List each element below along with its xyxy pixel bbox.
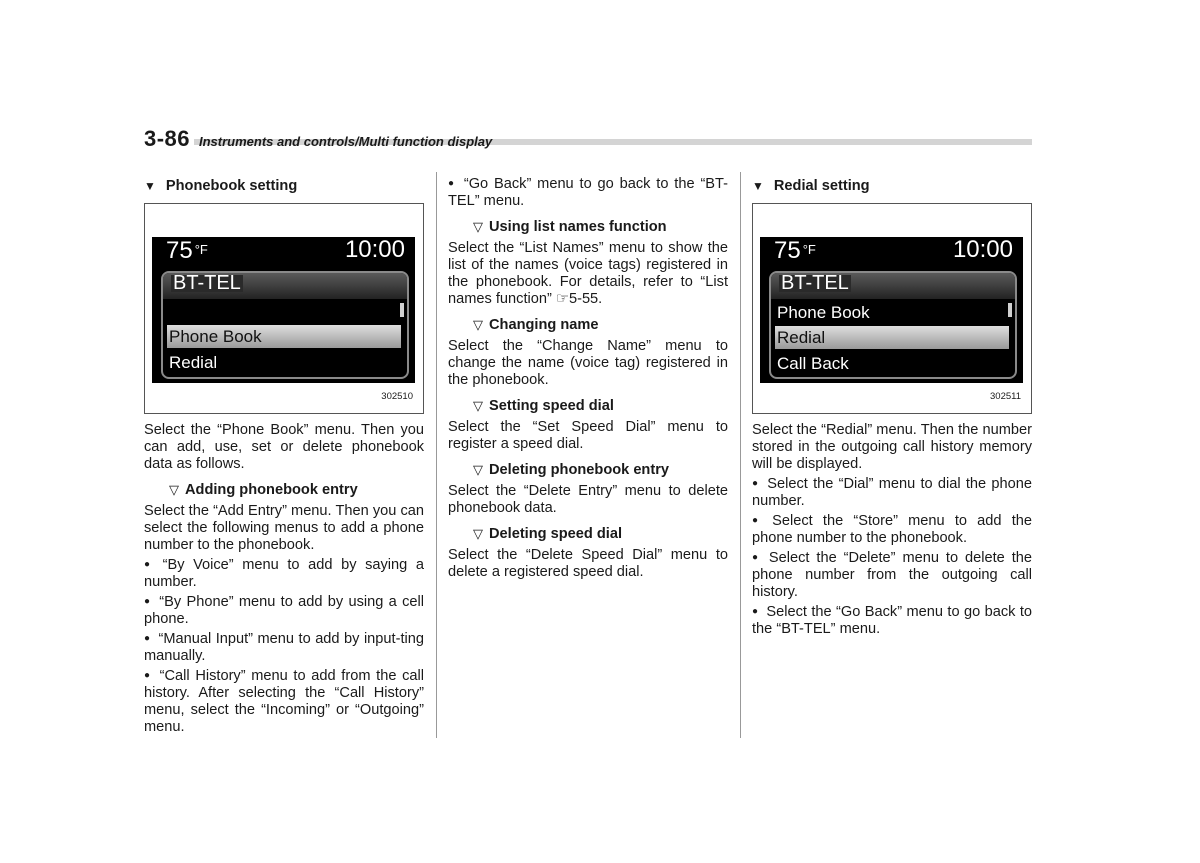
paragraph: Select the “Redial” menu. Then the number stored in the outgoing call history memory will be displayed. — [752, 422, 1032, 472]
outline-triangle-icon: ▽ — [473, 398, 483, 413]
display-screen — [760, 237, 1023, 383]
scroll-indicator — [400, 303, 404, 317]
screen-clock: 10:00 — [952, 236, 1013, 263]
paragraph: Select the “Change Name” menu to change the name (voice tag) registered in the phonebook. — [448, 338, 728, 388]
screen-menu-panel — [161, 271, 409, 379]
bullet-item: ● Select the “Go Back” menu to go back to the “BT-TEL” menu. — [752, 604, 1032, 637]
outline-triangle-icon: ▽ — [473, 219, 483, 234]
paragraph: Select the “List Names” menu to show the list of the names (voice tags) registered in the phonebook. For details, refer to “List names function” ☞5-55. — [448, 240, 728, 307]
bullet-item: ● “By Voice” menu to add by saying a number. — [144, 557, 424, 590]
screen-temperature: 75 °F — [774, 237, 816, 264]
bullet-icon: ● — [144, 596, 152, 607]
subheading-changing-name: ▽ Changing name — [473, 317, 599, 333]
column-divider — [740, 172, 741, 738]
bullet-icon: ● — [144, 633, 151, 644]
bullet-item: ● “By Phone” menu to add by using a cell phone. — [144, 594, 424, 627]
bullet-icon: ● — [144, 559, 155, 570]
figure-id: 302511 — [990, 391, 1021, 402]
outline-triangle-icon: ▽ — [473, 462, 483, 477]
menu-item-phone-book: Phone Book — [167, 325, 401, 348]
down-triangle-icon: ▼ — [752, 179, 764, 193]
paragraph: Select the “Delete Entry” menu to delete phonebook data. — [448, 483, 728, 516]
bullet-item: ● Select the “Dial” menu to dial the phone number. — [752, 476, 1032, 509]
subheading-deleting-entry: ▽ Deleting phonebook entry — [473, 462, 669, 478]
menu-title: BT-TEL — [173, 272, 241, 294]
paragraph: Select the “Phone Book” menu. Then you can add, use, set or delete phonebook data as follows. — [144, 422, 424, 472]
menu-title: BT-TEL — [781, 272, 849, 294]
bullet-item: ● Select the “Delete” menu to delete the phone number from the outgoing call history. — [752, 550, 1032, 600]
paragraph: Select the “Add Entry” menu. Then you can select the following menus to add a phone number to the phonebook. — [144, 503, 424, 553]
outline-triangle-icon: ▽ — [473, 526, 483, 541]
subheading-adding-entry: ▽ Adding phonebook entry — [169, 482, 358, 498]
column-left — [144, 175, 424, 738]
bullet-icon: ● — [752, 515, 765, 526]
paragraph: Select the “Set Speed Dial” menu to register a speed dial. — [448, 419, 728, 452]
subheading-list-names: ▽ Using list names function — [473, 219, 667, 235]
page-number: 3-86 — [144, 126, 191, 151]
screen-clock: 10:00 — [344, 236, 405, 263]
down-triangle-icon: ▼ — [144, 179, 156, 193]
menu-item-phone-book: Phone Book — [777, 303, 870, 322]
outline-triangle-icon: ▽ — [473, 317, 483, 332]
menu-item-redial: Redial — [775, 326, 1009, 349]
page-header — [144, 126, 1032, 152]
bullet-item: ● “Go Back” menu to go back to the “BT-TEL” menu. — [448, 176, 729, 209]
bullet-item: ● Select the “Store” menu to add the phone number to the phonebook. — [752, 513, 1032, 546]
subheading-speed-dial: ▽ Setting speed dial — [473, 398, 614, 414]
display-screen — [152, 237, 415, 383]
figure-id: 302510 — [381, 391, 413, 402]
subheading-deleting-speed-dial: ▽ Deleting speed dial — [473, 526, 622, 542]
bullet-icon: ● — [752, 552, 761, 563]
bullet-icon: ● — [144, 670, 152, 681]
section-title: Instruments and controls/Multi function display — [199, 134, 493, 149]
outline-triangle-icon: ▽ — [169, 482, 179, 497]
column-middle — [448, 175, 728, 583]
heading-phonebook-setting: ▼ Phonebook setting — [144, 178, 298, 194]
menu-item-redial: Redial — [169, 353, 218, 372]
bullet-icon: ● — [752, 478, 760, 489]
screen-menu-panel — [769, 271, 1017, 379]
figure-phonebook-screen — [144, 203, 424, 414]
heading-redial-setting: ▼ Redial setting — [752, 178, 870, 194]
screen-temperature: 75 °F — [166, 237, 208, 264]
bullet-item: ● “Manual Input” menu to add by input-ting manually. — [144, 631, 424, 664]
menu-item-call-back: Call Back — [777, 354, 849, 373]
figure-redial-screen — [752, 203, 1032, 414]
bullet-icon: ● — [448, 178, 456, 189]
bullet-icon: ● — [752, 606, 759, 617]
column-divider — [436, 172, 437, 738]
paragraph: Select the “Delete Speed Dial” menu to delete a registered speed dial. — [448, 547, 728, 580]
column-right — [752, 175, 1032, 640]
bullet-item: ● “Call History” menu to add from the call history. After selecting the “Call History” menu, select the “Incoming” or “Outgoing” menu. — [144, 668, 424, 735]
